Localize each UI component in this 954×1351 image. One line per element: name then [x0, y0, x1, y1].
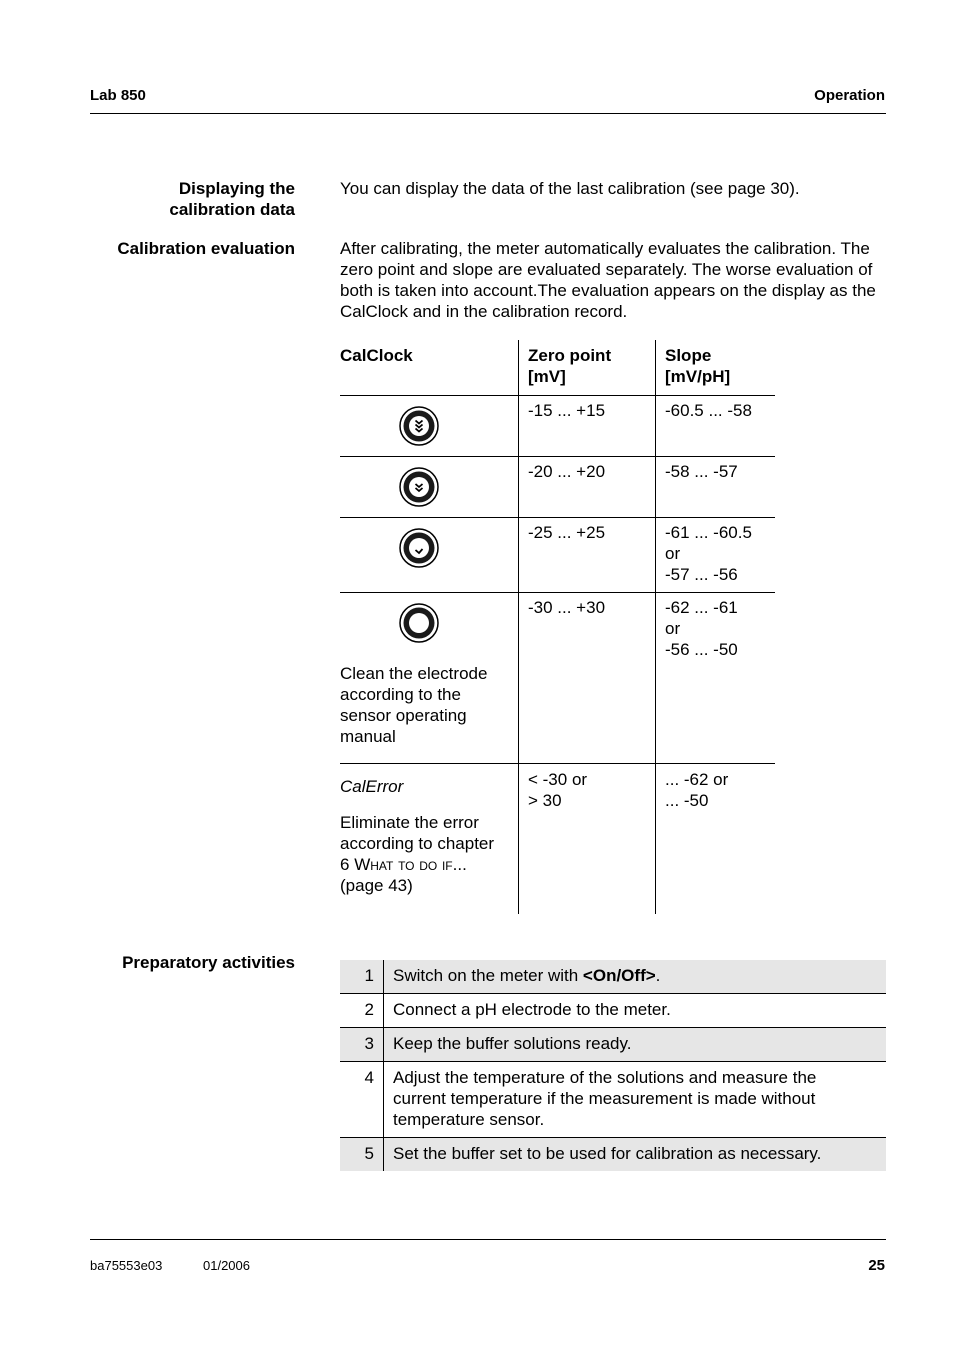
- note-line: manual: [340, 727, 396, 746]
- calclock-cell: [340, 396, 519, 457]
- slope-line: -61 ... -60.5: [665, 523, 752, 542]
- calerror-cell: [340, 764, 519, 914]
- zero-line: > 30: [528, 791, 562, 810]
- step-row: [340, 1138, 886, 1172]
- step-row: [340, 960, 886, 994]
- step-text: Connect a pH electrode to the meter.: [384, 994, 887, 1028]
- slope-line: -60.5 ... -58: [665, 401, 752, 420]
- step-number: 2: [340, 994, 384, 1028]
- step-text: Keep the buffer solutions ready.: [384, 1028, 887, 1062]
- note-line: sensor operating: [340, 706, 467, 725]
- slope-line: ... -62 or: [665, 770, 729, 789]
- calclock-empty-icon: [399, 603, 439, 643]
- header-rule: [90, 113, 886, 114]
- slope-line: -58 ... -57: [665, 462, 738, 481]
- footer-date: 01/2006: [203, 1258, 250, 1273]
- heading-calibration-evaluation: Calibration evaluation: [117, 239, 295, 258]
- header-line: Slope: [665, 346, 712, 365]
- chapter-number: 6: [340, 855, 355, 874]
- header-line: Zero point: [528, 346, 612, 365]
- note-line: according to the: [340, 685, 461, 704]
- note-line: Clean the electrode: [340, 664, 488, 683]
- calibration-evaluation-table: [340, 340, 775, 914]
- table-row: [340, 457, 775, 518]
- step-text: Adjust the temperature of the solutions and measure the current temperature if the measurement is made without temperature sensor.: [384, 1062, 887, 1138]
- page-number: 25: [868, 1257, 885, 1274]
- slope-line: -56 ... -50: [665, 640, 738, 659]
- step-row: [340, 1062, 886, 1138]
- calclock-two-chevrons-icon: [399, 467, 439, 507]
- zero-point-cell: -25 ... +25: [519, 518, 656, 593]
- zero-point-cell: -20 ... +20: [519, 457, 656, 518]
- heading-displaying-calibration: [90, 178, 295, 220]
- zero-point-cell: -15 ... +15: [519, 396, 656, 457]
- note-line: according to chapter: [340, 834, 495, 853]
- calerror-note: [340, 812, 518, 904]
- table-row: [340, 396, 775, 457]
- chapter-title: What to do if...: [354, 855, 467, 874]
- zero-line: < -30 or: [528, 770, 588, 789]
- slope-line: ... -50: [665, 791, 709, 810]
- calclock-cell: [340, 518, 519, 593]
- table-row: [340, 593, 775, 764]
- step-text: [384, 960, 887, 994]
- evaluation-text: After calibrating, the meter automatically evaluates the calibration. The zero point and slope are evaluated separately. The worse evaluation of both is taken into account.The evaluation appears on the display as the CalClock and in the calibration record.: [340, 239, 876, 321]
- on-off-key-label: <On/Off>: [582, 966, 656, 985]
- step-number: 3: [340, 1028, 384, 1062]
- calclock-cell: [340, 593, 519, 764]
- footer-rule: [90, 1239, 886, 1240]
- zero-point-cell: -30 ... +30: [519, 593, 656, 764]
- step-text-part: Switch on the meter with: [393, 966, 583, 985]
- column-header-slope: [656, 340, 776, 396]
- table-row-calerror: [340, 764, 775, 914]
- header-product: Lab 850: [90, 87, 146, 104]
- slope-cell: [656, 457, 776, 518]
- slope-line: or: [665, 544, 681, 563]
- calclock-check-icon: [399, 528, 439, 568]
- step-text: Set the buffer set to be used for calibration as necessary.: [384, 1138, 887, 1172]
- note-line: Eliminate the error: [340, 813, 479, 832]
- heading-line: Displaying the: [178, 179, 295, 198]
- slope-line: -57 ... -56: [665, 565, 738, 584]
- calerror-label: CalError: [340, 777, 404, 796]
- footer-document-code: ba75553e03: [90, 1258, 163, 1273]
- calclock-three-chevrons-icon: [399, 406, 439, 446]
- table-header-row: [340, 340, 775, 396]
- slope-cell: [656, 518, 776, 593]
- preparatory-steps-table: [340, 960, 886, 1171]
- header-line: [mV]: [528, 367, 566, 386]
- step-number: 5: [340, 1138, 384, 1172]
- step-number: 4: [340, 1062, 384, 1138]
- slope-cell: [656, 593, 776, 764]
- table-row: [340, 518, 775, 593]
- header-section: Operation: [814, 87, 885, 104]
- slope-line: -62 ... -61: [665, 598, 738, 617]
- heading-preparatory-activities: Preparatory activities: [122, 953, 295, 972]
- step-number: 1: [340, 960, 384, 994]
- step-text-part: .: [655, 966, 661, 985]
- displaying-text: You can display the data of the last calibration (see page 30).: [340, 179, 800, 198]
- zero-point-cell: [519, 764, 656, 914]
- slope-line: or: [665, 619, 681, 638]
- column-header-calclock: CalClock: [340, 340, 519, 396]
- note-line: (page 43): [340, 876, 413, 895]
- slope-cell: [656, 764, 776, 914]
- calclock-cell: [340, 457, 519, 518]
- step-row: [340, 994, 886, 1028]
- slope-cell: [656, 396, 776, 457]
- note-line: [340, 854, 518, 875]
- header-line: [mV/pH]: [665, 367, 731, 386]
- step-row: [340, 1028, 886, 1062]
- column-header-zero-point: [519, 340, 656, 396]
- heading-line: calibration data: [169, 200, 295, 219]
- clean-electrode-note: [340, 663, 518, 755]
